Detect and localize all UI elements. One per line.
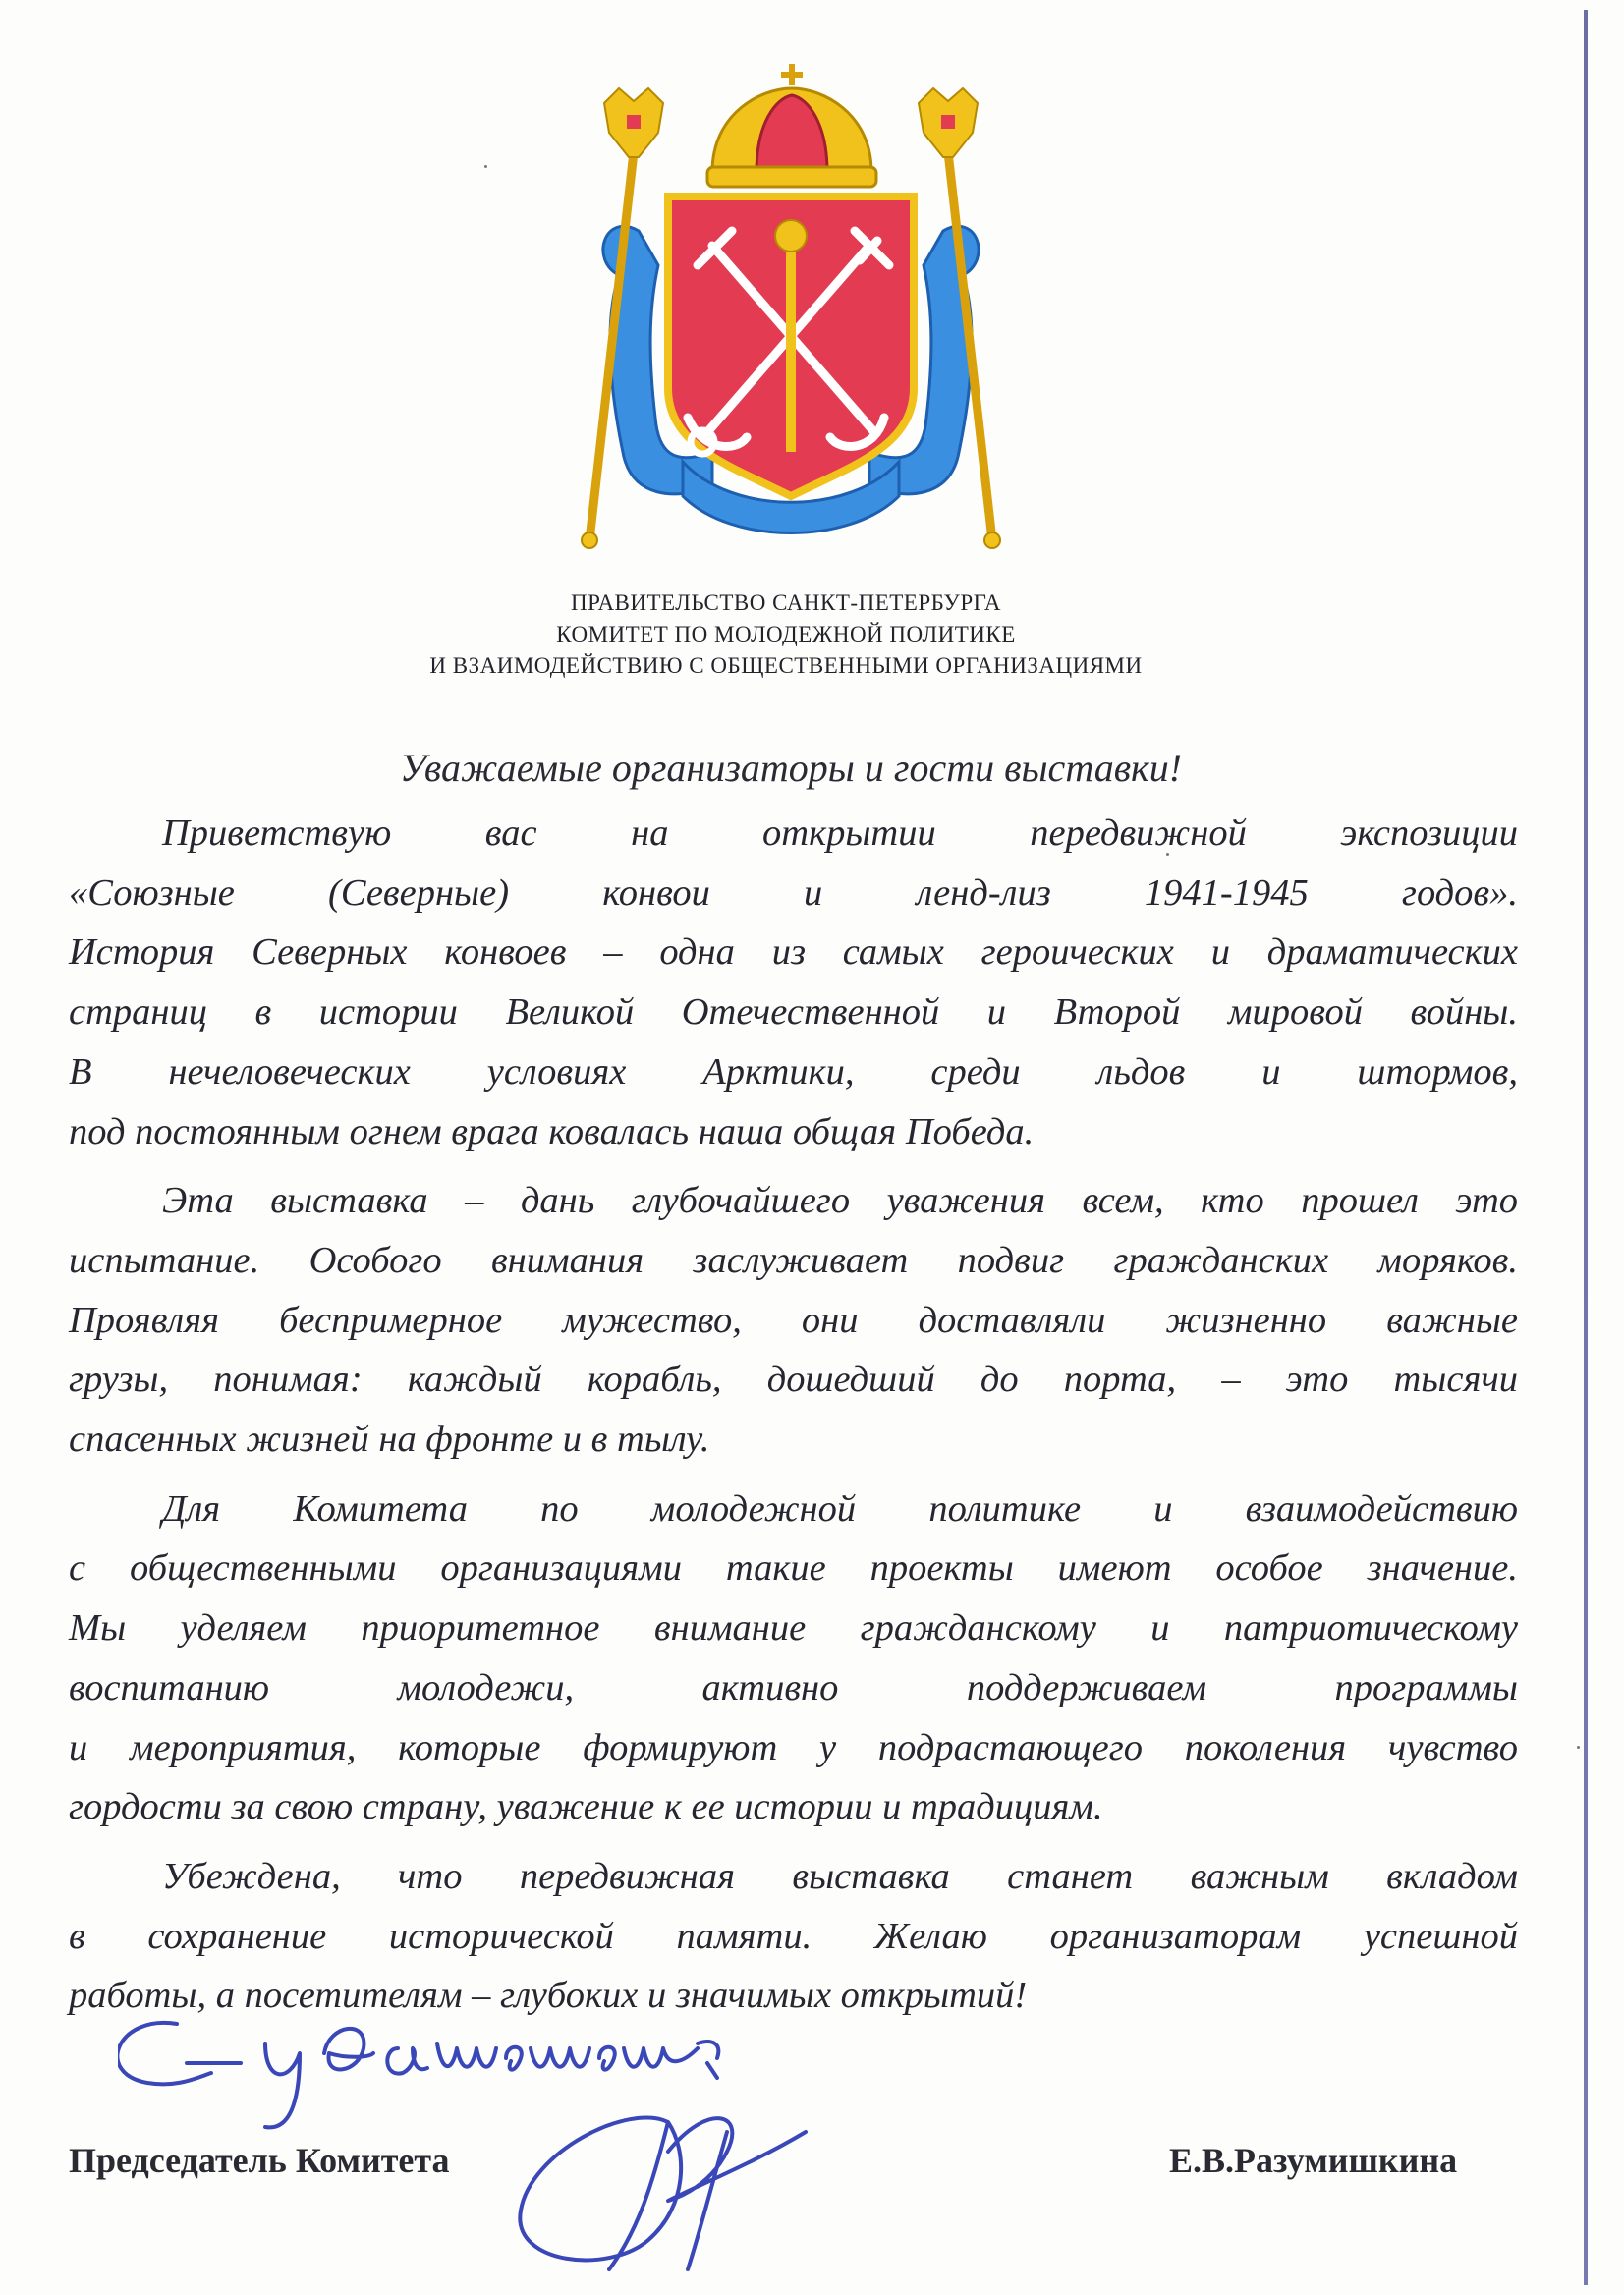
paragraph [69,1480,1518,1837]
letter-body [69,804,1518,2026]
text-line: под постоянным огнем врага ковалась наша общая Победа. [69,1110,1035,1152]
text-line: с общественными организациями такие проекты имеют особое значение. [69,1547,1518,1590]
st-petersburg-coat-of-arms-icon [565,64,1017,555]
text-line: В нечеловеческих условиях Арктики, среди льдов и штормов, [69,1050,1518,1092]
scan-edge-line [1584,10,1588,2285]
paragraph [69,1171,1518,1470]
text-line: Приветствую вас на открытии передвижной экспозиции [162,812,1518,854]
text-line: Убеждена, что передвижная выставка станет важным вкладом [162,1855,1518,1897]
header-line: КОМИТЕТ ПО МОЛОДЕЖНОЙ ПОЛИТИКЕ [556,622,1016,646]
signatory-name: Е.В.Разумишкина [1169,2141,1458,2180]
text-line: «Союзные (Северные) конвои и ленд-лиз 1941-1945 годов». [69,871,1518,914]
organization-header [295,588,1277,682]
greeting-heading: Уважаемые организаторы и гости выставки! [399,746,1183,790]
text-line: гордости за свою страну, уважение к ее истории и традициям. [69,1786,1103,1828]
paragraph [69,804,1518,1161]
text-line: работы, а посетителям – глубоких и значимых открытий! [69,1975,1028,2017]
text-line: Для Комитета по молодежной политике и взаимодействию [162,1487,1518,1530]
text-line: Эта выставка – дань глубочайшего уважения всем, кто прошел это [162,1180,1518,1222]
text-line: и мероприятия, которые формируют у подрастающего поколения чувство [69,1726,1518,1768]
text-line: Проявляя беспримерное мужество, они доставляли жизненно важные [69,1299,1518,1341]
text-line: в сохранение исторической памяти. Желаю организаторам успешной [69,1915,1518,1957]
paragraph [69,1847,1518,2026]
text-line: Мы уделяем приоритетное внимание гражданскому и патриотическому [69,1607,1518,1650]
signatory-title: Председатель Комитета [69,2141,450,2180]
text-line: страниц в истории Великой Отечественной и Второй мировой войны. [69,991,1518,1034]
scan-speck [1577,1746,1580,1749]
text-line: воспитанию молодежи, активно поддерживаем программы [69,1666,1518,1708]
text-line: испытание. Особого внимания заслуживает подвиг гражданских моряков. [69,1239,1518,1281]
scan-speck [484,165,487,168]
text-line: История Северных конвоев – одна из самых героических и драматических [69,931,1518,974]
header-line: ПРАВИТЕЛЬСТВО САНКТ-ПЕТЕРБУРГА [570,590,1002,615]
header-line: И ВЗАИМОДЕЙСТВИЮ С ОБЩЕСТВЕННЫМИ ОРГАНИЗАЦИЯМИ [429,653,1143,678]
text-line: грузы, понимая: каждый корабль, дошедший до порта, – это тысячи [69,1359,1518,1401]
text-line: спасенных жизней на фронте и в тылу. [69,1419,710,1461]
